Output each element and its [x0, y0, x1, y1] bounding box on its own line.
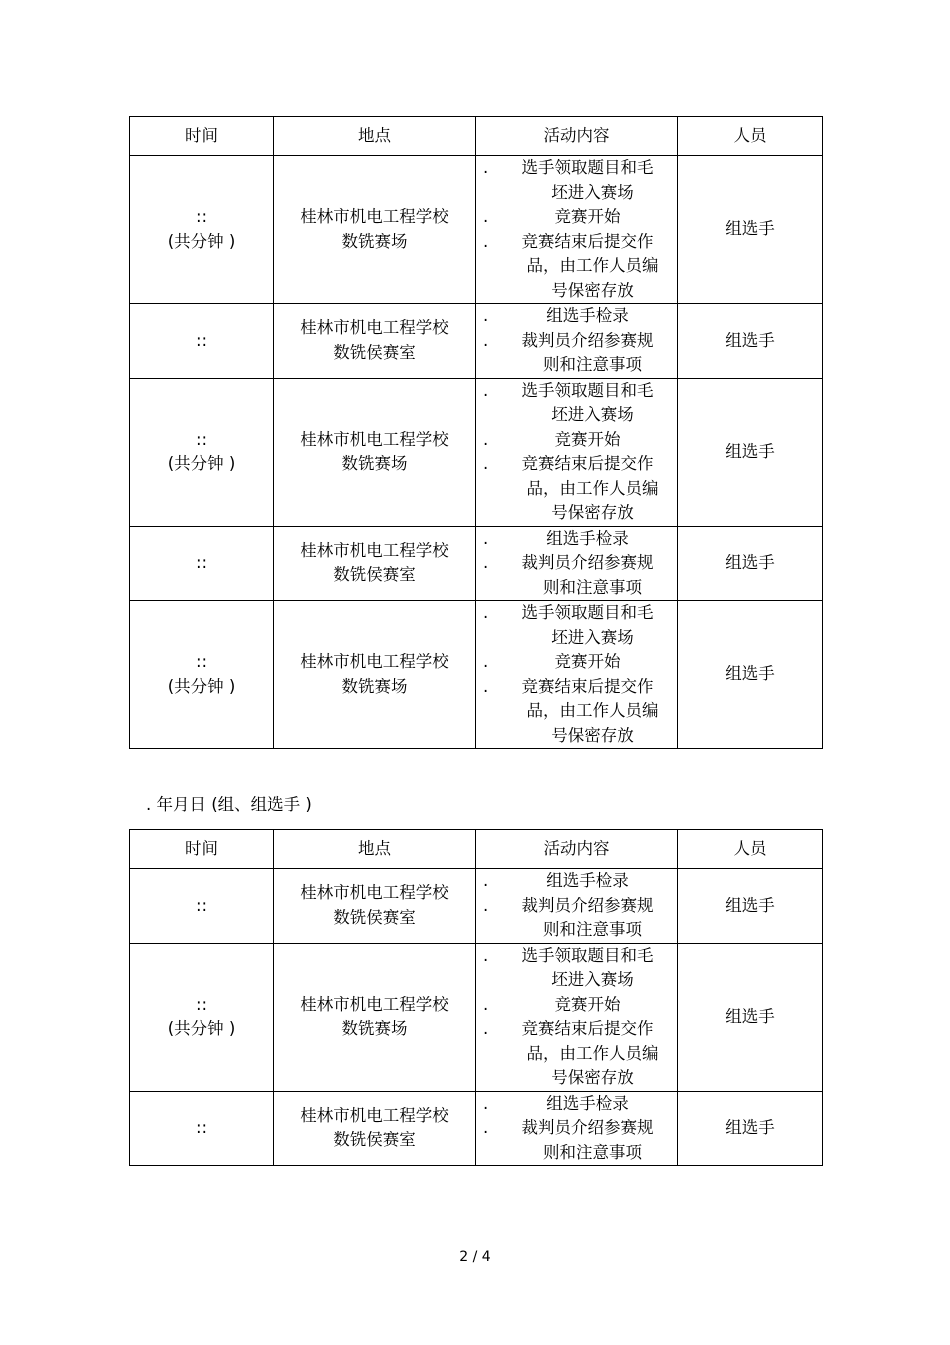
activity-line: 号保密存放	[551, 725, 634, 745]
time-cell	[130, 378, 274, 526]
time-cell	[130, 1091, 274, 1166]
table-row	[130, 304, 823, 379]
activity-line: 品，由工作人员编	[526, 701, 659, 720]
bullet-dot: .	[483, 871, 489, 890]
header-row	[130, 117, 823, 156]
place-cell	[274, 943, 476, 1091]
activity-cell	[476, 156, 678, 304]
activity-item	[476, 601, 677, 650]
header-activity: 活动内容	[476, 117, 678, 156]
time-cell	[130, 869, 274, 944]
schedule-table-1	[129, 116, 823, 749]
activity-item	[476, 1116, 677, 1165]
activity-cell	[476, 526, 678, 601]
person-cell: 组选手	[678, 869, 823, 944]
place-line: 数铣赛场	[341, 231, 408, 251]
header-person: 人员	[678, 830, 823, 869]
activity-line: 号保密存放	[551, 503, 634, 522]
activity-line: 号保密存放	[551, 1068, 634, 1087]
activity-item	[476, 329, 677, 378]
time-cell	[130, 601, 274, 749]
activity-line: 坯进入赛场	[551, 627, 634, 647]
activity-line: 选手领取题目和毛	[521, 945, 654, 965]
activity-line: 竞赛结束后提交作	[521, 454, 654, 473]
activity-line: 裁判员介绍参赛规	[521, 895, 654, 915]
person-cell: 组选手	[678, 526, 823, 601]
place-cell	[274, 869, 476, 944]
activity-line: 则和注意事项	[543, 355, 642, 374]
place-line: 桂林市机电工程学校	[300, 994, 449, 1014]
activity-line: 坯进入赛场	[551, 182, 634, 202]
activity-item	[476, 650, 677, 675]
time-duration: (共分钟 )	[167, 231, 236, 251]
activity-item	[476, 428, 677, 453]
bullet-dot: .	[483, 1019, 489, 1038]
activity-cell	[476, 378, 678, 526]
activity-line: 组选手检录	[546, 871, 629, 890]
activity-item	[476, 379, 677, 428]
activity-line: 组选手检录	[546, 1093, 629, 1113]
place-line: 数铣侯赛室	[333, 907, 416, 927]
activity-line: 号保密存放	[551, 280, 634, 300]
activity-item	[476, 304, 677, 329]
place-line: 桂林市机电工程学校	[300, 318, 449, 338]
activity-line: 坯进入赛场	[551, 405, 634, 424]
activity-line: 选手领取题目和毛	[521, 380, 654, 400]
activity-line: 坯进入赛场	[551, 970, 634, 989]
header-place: 地点	[274, 830, 476, 869]
person-cell: 组选手	[678, 943, 823, 1091]
place-cell	[274, 1091, 476, 1166]
bullet-dot: .	[483, 330, 489, 350]
bullet-dot: .	[483, 994, 489, 1014]
bullet-dot: .	[483, 231, 489, 251]
time-value: ::	[195, 207, 208, 226]
activity-cell	[476, 869, 678, 944]
table-row	[130, 156, 823, 304]
table-row	[130, 869, 823, 944]
activity-item	[476, 527, 677, 552]
table-row	[130, 943, 823, 1091]
activity-item	[476, 675, 677, 749]
bullet-dot: .	[483, 306, 489, 325]
header-person: 人员	[678, 117, 823, 156]
bullet-dot: .	[483, 676, 489, 696]
activity-line: 竞赛结束后提交作	[521, 231, 654, 251]
bullet-dot: .	[483, 603, 489, 622]
activity-line: 组选手检录	[546, 306, 629, 325]
place-line: 桂林市机电工程学校	[300, 1105, 449, 1125]
bullet-dot: .	[483, 553, 489, 572]
place-line: 数铣侯赛室	[333, 565, 416, 585]
bullet-dot: .	[483, 528, 489, 548]
bullet-dot: .	[483, 207, 489, 226]
bullet-dot: .	[483, 1118, 489, 1137]
time-duration: (共分钟 )	[167, 676, 236, 696]
activity-item	[476, 205, 677, 230]
time-value: ::	[195, 330, 208, 350]
activity-line: 品，由工作人员编	[526, 256, 659, 275]
activity-line: 选手领取题目和毛	[521, 158, 654, 177]
place-cell	[274, 156, 476, 304]
activity-line: 则和注意事项	[543, 920, 642, 939]
person-cell: 组选手	[678, 304, 823, 379]
activity-line: 竞赛开始	[554, 207, 621, 226]
activity-line: 竞赛开始	[554, 429, 621, 449]
time-cell	[130, 304, 274, 379]
table-row	[130, 378, 823, 526]
bullet-dot: .	[483, 158, 489, 177]
bullet-dot: .	[483, 429, 489, 449]
section-2-heading: . 年月日 (组、组选手 )	[146, 795, 312, 814]
activity-item	[476, 551, 677, 600]
header-time: 时间	[130, 117, 274, 156]
place-line: 数铣侯赛室	[333, 342, 416, 362]
activity-cell	[476, 304, 678, 379]
activity-line: 裁判员介绍参赛规	[521, 330, 654, 350]
activity-item	[476, 452, 677, 526]
time-cell	[130, 526, 274, 601]
table-row	[130, 526, 823, 601]
activity-item	[476, 156, 677, 205]
activity-line: 品，由工作人员编	[526, 478, 659, 498]
place-line: 数铣赛场	[341, 454, 408, 473]
time-cell	[130, 156, 274, 304]
activity-line: 裁判员介绍参赛规	[521, 1118, 654, 1137]
bullet-dot: .	[483, 652, 489, 671]
schedule-table-2	[129, 829, 823, 1166]
table-row	[130, 601, 823, 749]
place-cell	[274, 601, 476, 749]
time-duration: (共分钟 )	[167, 1019, 236, 1038]
place-line: 桂林市机电工程学校	[300, 652, 449, 671]
activity-line: 竞赛开始	[554, 994, 621, 1014]
time-value: ::	[195, 895, 208, 915]
activity-line: 竞赛结束后提交作	[521, 676, 654, 696]
place-line: 数铣赛场	[341, 1019, 408, 1038]
place-line: 桂林市机电工程学校	[300, 429, 449, 449]
header-time: 时间	[130, 830, 274, 869]
table-row	[130, 1091, 823, 1166]
activity-line: 组选手检录	[546, 528, 629, 548]
activity-line: 品，由工作人员编	[526, 1043, 659, 1063]
time-value: ::	[195, 652, 208, 671]
person-cell: 组选手	[678, 1091, 823, 1166]
bullet-dot: .	[483, 454, 489, 473]
activity-line: 选手领取题目和毛	[521, 603, 654, 622]
activity-line: 竞赛开始	[554, 652, 621, 671]
person-cell: 组选手	[678, 601, 823, 749]
time-value: ::	[195, 553, 208, 572]
header-row	[130, 830, 823, 869]
bullet-dot: .	[483, 1093, 489, 1113]
activity-item	[476, 1092, 677, 1117]
place-line: 数铣侯赛室	[333, 1130, 416, 1150]
place-line: 桂林市机电工程学校	[300, 883, 449, 903]
bullet-dot: .	[483, 945, 489, 965]
activity-line: 则和注意事项	[543, 1142, 642, 1162]
activity-cell	[476, 943, 678, 1091]
activity-item	[476, 993, 677, 1018]
place-cell	[274, 526, 476, 601]
activity-cell	[476, 601, 678, 749]
activity-item	[476, 944, 677, 993]
place-cell	[274, 304, 476, 379]
activity-line: 裁判员介绍参赛规	[521, 553, 654, 572]
bullet-dot: .	[483, 380, 489, 400]
time-value: ::	[195, 994, 208, 1014]
time-cell	[130, 943, 274, 1091]
header-activity: 活动内容	[476, 830, 678, 869]
activity-item	[476, 230, 677, 304]
header-place: 地点	[274, 117, 476, 156]
person-cell: 组选手	[678, 156, 823, 304]
place-line: 桂林市机电工程学校	[300, 540, 449, 560]
time-duration: (共分钟 )	[167, 454, 236, 473]
place-cell	[274, 378, 476, 526]
place-line: 数铣赛场	[341, 676, 408, 696]
page-number: 2 / 4	[459, 1249, 491, 1265]
person-cell: 组选手	[678, 378, 823, 526]
bullet-dot: .	[483, 895, 489, 915]
activity-item	[476, 894, 677, 943]
activity-cell	[476, 1091, 678, 1166]
time-value: ::	[195, 429, 208, 449]
activity-item	[476, 869, 677, 894]
activity-item	[476, 1017, 677, 1091]
activity-line: 则和注意事项	[543, 577, 642, 597]
place-line: 桂林市机电工程学校	[300, 207, 449, 226]
time-value: ::	[195, 1118, 208, 1137]
activity-line: 竞赛结束后提交作	[521, 1019, 654, 1038]
